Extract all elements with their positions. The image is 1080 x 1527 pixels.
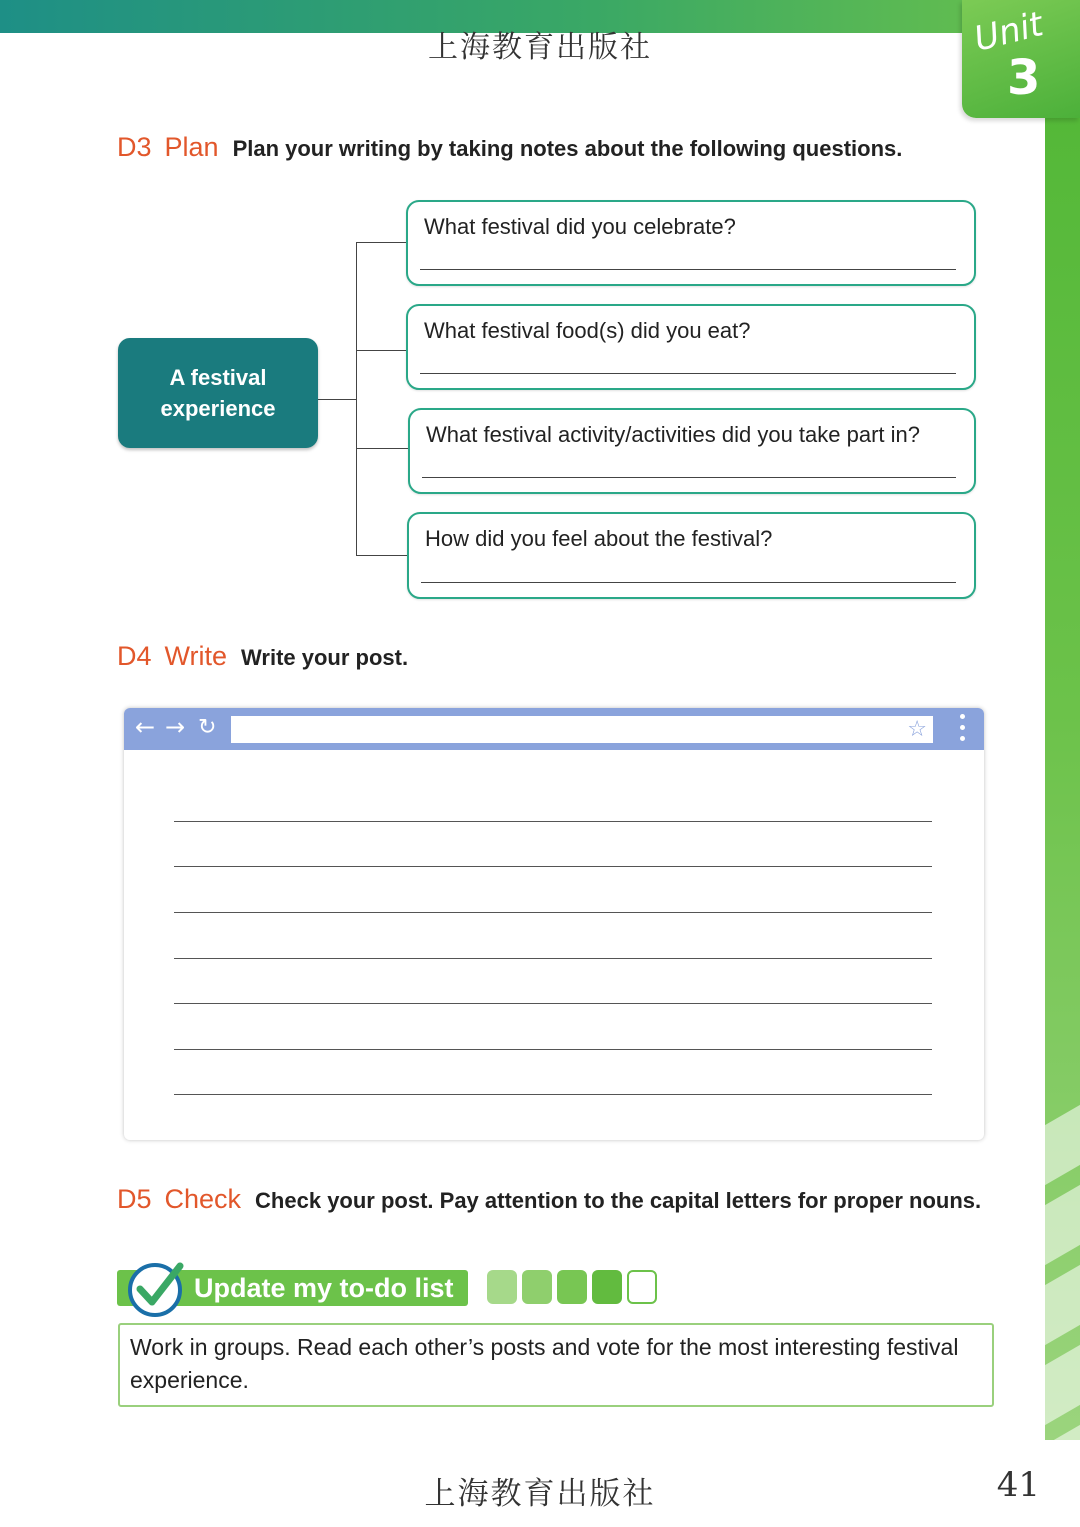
todo-task-box — [118, 1323, 994, 1407]
question-box[interactable] — [406, 304, 976, 390]
connector-line — [356, 350, 406, 351]
question-text: What festival activity/activities did you take part in? — [426, 422, 920, 447]
connector-line — [356, 448, 408, 449]
answer-line — [420, 373, 956, 374]
writing-line[interactable] — [174, 1003, 932, 1004]
unit-tab — [962, 0, 1080, 118]
address-bar[interactable] — [231, 716, 933, 743]
star-icon[interactable]: ☆ — [907, 717, 927, 742]
progress-step — [487, 1270, 517, 1304]
connector-line — [318, 399, 356, 400]
question-text: What festival did you celebrate? — [424, 214, 736, 239]
menu-dots-icon[interactable] — [960, 714, 966, 747]
d3-title: Plan — [164, 132, 219, 162]
reload-icon[interactable]: ↻ — [198, 715, 217, 740]
d3-instruction: Plan your writing by taking notes about the following questions. — [232, 136, 903, 161]
answer-line — [421, 582, 956, 583]
forward-arrow-icon[interactable]: → — [165, 713, 186, 741]
writing-line[interactable] — [174, 912, 932, 913]
d4-title: Write — [164, 641, 228, 671]
checkmark-icon — [125, 1258, 187, 1320]
unit-number: 3 — [1007, 50, 1041, 106]
d5-code: D5 — [117, 1184, 152, 1214]
progress-step — [592, 1270, 622, 1304]
answer-line — [420, 269, 956, 270]
writing-line[interactable] — [174, 1049, 932, 1050]
central-topic-label: A festival experience — [160, 365, 276, 421]
browser-toolbar — [124, 708, 984, 750]
question-box[interactable] — [407, 512, 976, 599]
d4-instruction: Write your post. — [241, 645, 409, 670]
publisher-watermark-top: 上海教育出版社 — [428, 30, 652, 65]
question-box[interactable] — [408, 408, 976, 494]
answer-line — [422, 477, 956, 478]
d4-code: D4 — [117, 641, 152, 671]
connector-line — [356, 242, 357, 556]
progress-step — [627, 1270, 657, 1304]
d5-instruction: Check your post. Pay attention to the capital letters for proper nouns. — [255, 1188, 982, 1213]
writing-line[interactable] — [174, 958, 932, 959]
writing-line[interactable] — [174, 866, 932, 867]
back-arrow-icon[interactable]: ← — [135, 713, 156, 741]
connector-line — [356, 242, 406, 243]
progress-step — [522, 1270, 552, 1304]
todo-task-text: Work in groups. Read each other’s posts and vote for the most interesting festival experience. — [130, 1334, 959, 1393]
question-text: How did you feel about the festival? — [425, 526, 773, 551]
page-number: 41 — [996, 1465, 1040, 1505]
d4-heading — [117, 641, 408, 672]
d5-title: Check — [164, 1184, 242, 1214]
browser-mockup — [124, 708, 984, 1140]
writing-line[interactable] — [174, 1094, 932, 1095]
writing-line[interactable] — [174, 821, 932, 822]
publisher-watermark-bottom: 上海教育出版社 — [424, 1476, 656, 1512]
connector-line — [356, 555, 408, 556]
todo-label: Update my to-do list — [194, 1273, 454, 1303]
progress-step — [557, 1270, 587, 1304]
question-box[interactable] — [406, 200, 976, 286]
side-color-bar — [1045, 115, 1080, 1440]
question-text: What festival food(s) did you eat? — [424, 318, 751, 343]
d3-code: D3 — [117, 132, 152, 162]
central-topic-box — [118, 338, 318, 448]
d5-heading — [117, 1184, 981, 1215]
d3-heading — [117, 132, 902, 163]
unit-label: Unit — [970, 4, 1048, 60]
